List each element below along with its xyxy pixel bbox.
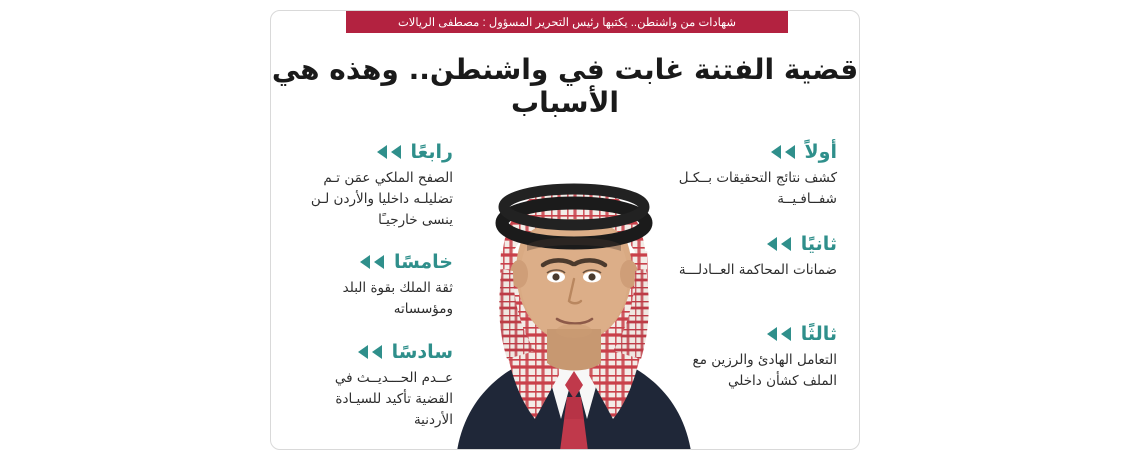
point-2-text: ضمانات المحاكمة العــادلـــة — [678, 262, 837, 278]
point-3-text: التعامل الهادئ والرزين مع الملف كشأن داخلي — [692, 352, 837, 389]
point-4-ordinal: رابعًا — [410, 141, 453, 163]
point-item-5 — [293, 251, 453, 320]
point-4-text: الصفح الملكي عمَن تـم تضليلـه داخليا والأردن لـن ينسى خارجيـًا — [310, 170, 453, 228]
point-item-4 — [293, 141, 453, 231]
point-1-text: كشف نتائج التحقيقات بــكـل شفــافـيــة — [678, 170, 837, 207]
point-4-header — [293, 141, 453, 163]
point-item-1 — [657, 141, 837, 210]
point-item-3 — [657, 323, 837, 392]
point-3-header — [657, 323, 837, 345]
chevron-double-left-icon — [764, 236, 794, 252]
point-5-ordinal: خامسًا — [393, 251, 453, 273]
chevron-double-left-icon — [768, 144, 798, 160]
chevron-double-left-icon — [357, 254, 387, 270]
point-6-header — [293, 341, 453, 363]
points-column-right — [655, 141, 837, 441]
point-item-2 — [657, 233, 837, 281]
point-1-ordinal: أولاً — [804, 141, 837, 163]
point-1-header — [657, 141, 837, 163]
point-item-6 — [293, 341, 453, 431]
page-title: قضية الفتنة غابت في واشنطن.. وهذه هي الأسباب — [271, 53, 859, 119]
ribbon-text: شهادات من واشنطن.. يكتبها رئيس التحرير المسؤول : مصطفى الريالات — [397, 16, 737, 29]
chevron-double-left-icon — [355, 344, 385, 360]
point-2-ordinal: ثانيًا — [800, 233, 837, 255]
point-6-ordinal: سادسًا — [391, 341, 453, 363]
ribbon-banner — [346, 10, 788, 33]
point-3-ordinal: ثالثًا — [800, 323, 837, 345]
infographic-card — [270, 10, 860, 450]
point-5-text: ثقة الملك بقوة البلد ومؤسساته — [342, 280, 453, 317]
point-6-text: عــدم الحـــديــث في القضية تأكيد للسيـادة الأردنية — [334, 370, 453, 428]
point-5-header — [293, 251, 453, 273]
chevron-double-left-icon — [374, 144, 404, 160]
point-2-header — [657, 233, 837, 255]
chevron-double-left-icon — [764, 326, 794, 342]
points-column-left — [293, 141, 455, 441]
